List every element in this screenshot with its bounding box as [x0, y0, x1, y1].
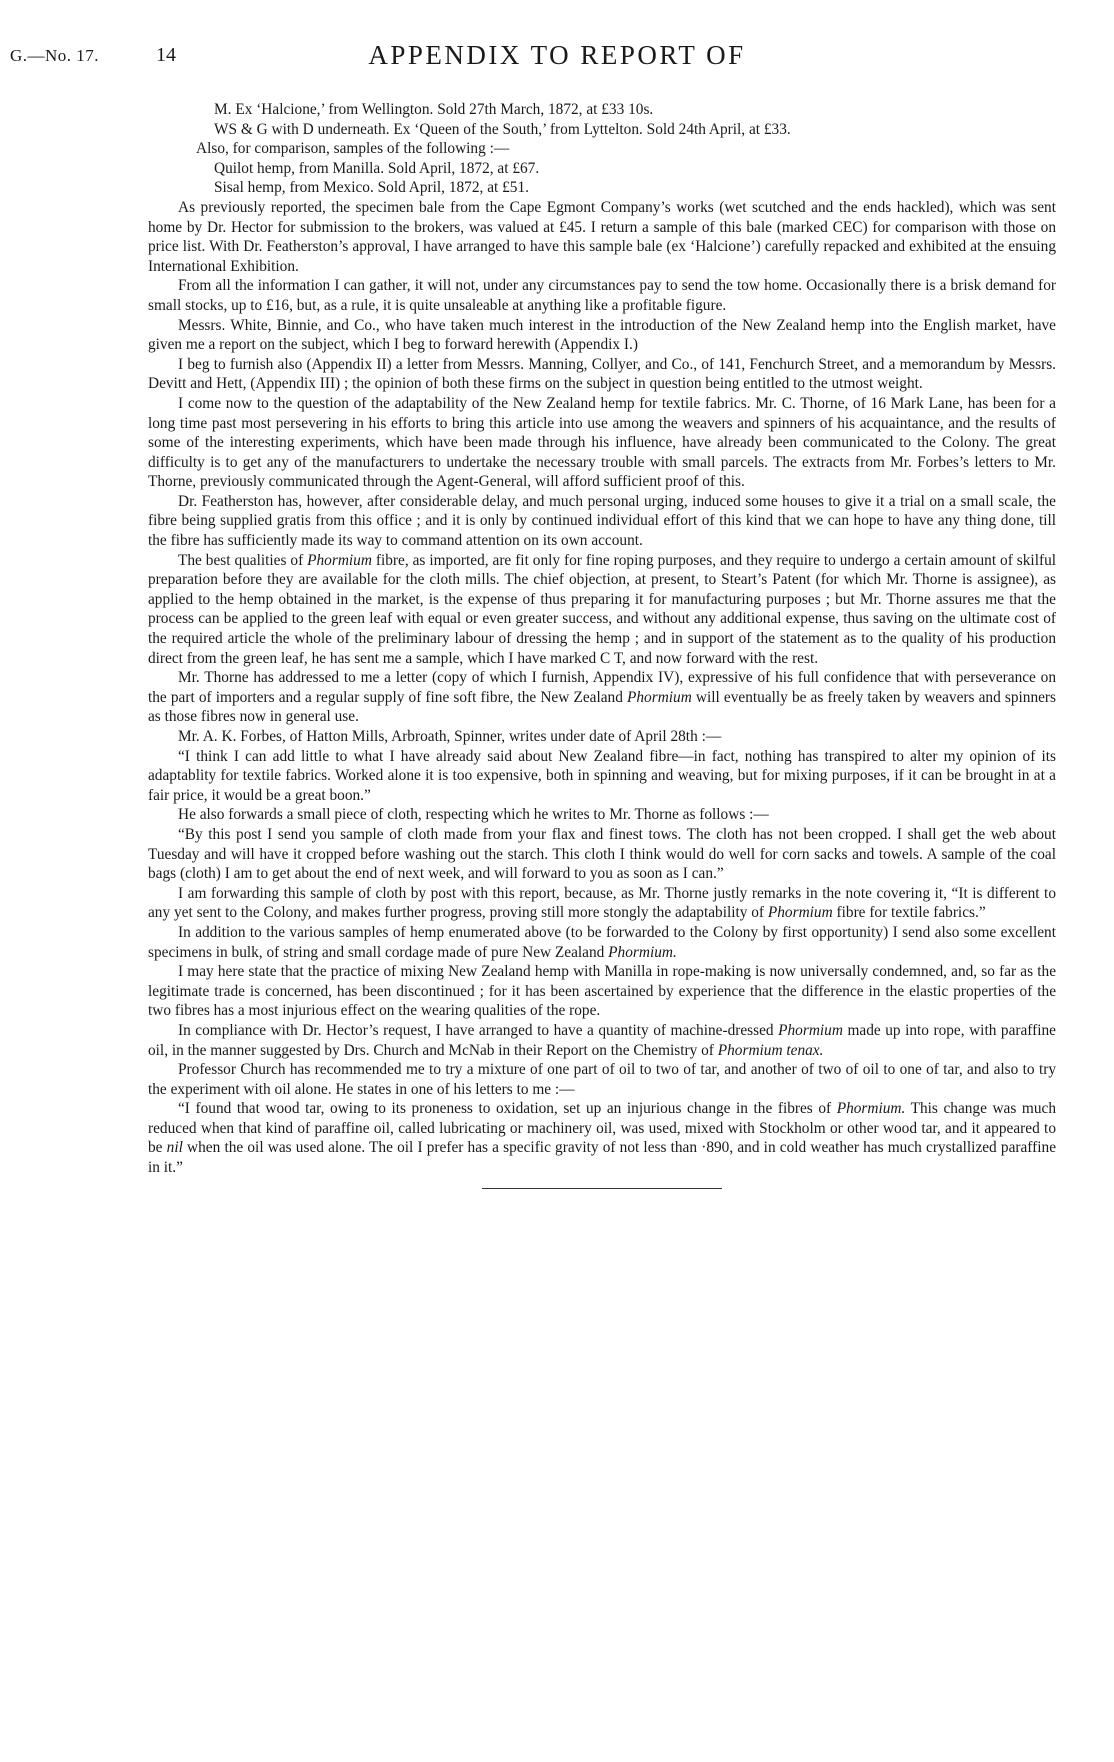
- paragraph: [148, 747, 1056, 806]
- italic-text: Phormium tenax.: [717, 1041, 824, 1059]
- paragraph: [148, 923, 1056, 962]
- running-title: APPENDIX TO REPORT OF: [368, 40, 746, 70]
- text-run: In addition to the various samples of hemp enumerated above (to be forwarded to the Colony by first opportunity) I send also some excellent specimens in bulk, of string and small cordage made of pure New Zealand: [148, 923, 1056, 961]
- document-reference: G.—No. 17.: [10, 46, 100, 65]
- text-run: Mr. Thorne has addressed to me a letter (copy of which I furnish, Appendix IV), expressive of his full confidence that with perseverance on the part of importers and a regular supply of fine soft fibre, the New Zealand: [148, 669, 1056, 706]
- text-run: M. Ex ‘Halcione,’ from Wellington. Sold 27th March, 1872, at £33 10s.: [214, 101, 654, 118]
- document-body: [148, 100, 1056, 1189]
- text-run: This change was much reduced when that kind of paraffine oil, called lubricating or machinery oil, was used, mixed with Stockholm or other wood tar, and it appeared to be: [148, 1100, 1056, 1157]
- page-header: [0, 40, 1114, 80]
- paragraph: [148, 1060, 1056, 1099]
- paragraph: [148, 198, 1056, 276]
- text-run: when the oil was used alone. The oil I prefer has a specific gravity of not less than ·890, and in cold weather has much crystallized paraffine in it.”: [148, 1139, 1056, 1177]
- paragraph: [148, 139, 1056, 159]
- text-run: From all the information I can gather, it will not, under any circumstances pay to send the tow home. Occasionally there is a brisk demand for small stocks, up to £16, but, as a rule, it is quite unsaleable at anything like a profitable figure.: [148, 277, 1056, 314]
- text-run: Sisal hemp, from Mexico. Sold April, 1872, at £51.: [214, 179, 529, 197]
- paragraph: [148, 825, 1056, 884]
- text-run: WS & G with D underneath. Ex ‘Queen of the South,’ from Lyttelton. Sold 24th April, at £33.: [214, 120, 791, 138]
- italic-text: nil: [166, 1139, 183, 1157]
- text-run: I come now to the question of the adaptability of the New Zealand hemp for textile fabrics. Mr. C. Thorne, of 16 Mark Lane, has been for a long time past most persevering in his efforts to bring this article into use among the weavers and spinners of his acquaintance, and the results of some of the interesting experiments, which have been made through his influence, have already been communicated to the Colony. The great difficulty is to get any of the manufacturers to undertake the necessary trouble with small parcels. The extracts from Mr. Forbes’s letters to Mr. Thorne, previously communicated through the Agent-General, will afford sufficient proof of this.: [148, 394, 1056, 491]
- paragraph: [148, 316, 1056, 355]
- text-run: “I found that wood tar, owing to its proneness to oxidation, set up an injurious change in the fibres of: [178, 1100, 837, 1118]
- paragraph: [148, 394, 1056, 492]
- paragraph: [148, 159, 1056, 179]
- text-run: He also forwards a small piece of cloth, respecting which he writes to Mr. Thorne as follows :—: [178, 806, 769, 824]
- paragraph: [148, 668, 1056, 727]
- text-run: fibre, as imported, are fit only for fine roping purposes, and they require to undergo a certain amount of skilful preparation before they are available for the cloth mills. The chief objection, at present, to Steart’s Patent (for which Mr. Thorne is assignee), as applied to the hemp obtained in the market, is the expense of thus preparing it for manufacturing purposes ; but Mr. Thorne assures me that the process can be applied to the green leaf with equal or even greater success, and without any additional expense, thus saving on the ultimate cost of the required article the whole of the preliminary labour of dressing the hemp ; and in support of the statement as to the quality of his production direct from the green leaf, he has sent me a sample, which I have marked C T, and now forward with the rest.: [148, 551, 1056, 667]
- paragraph: [148, 884, 1056, 923]
- text-run: “By this post I send you sample of cloth made from your flax and finest tows. The cloth has not been cropped. I shall get the web about Tuesday and will have it cropped before washing out the starch. This cloth I think would do well for corn sacks and towels. A sample of the coal bags (cloth) I am to get about the end of next week, and will forward to you as soon as I can.”: [148, 825, 1056, 883]
- text-run: I beg to furnish also (Appendix II) a letter from Messrs. Manning, Collyer, and Co., of 141, Fenchurch Street, and a memorandum by Messrs. Devitt and Hett, (Appendix III) ; the opinion of both these firms on the subject in question being entitled to the utmost weight.: [148, 355, 1056, 393]
- paragraph: [148, 1021, 1056, 1060]
- paragraph: [148, 551, 1056, 669]
- text-run: I may here state that the practice of mixing New Zealand hemp with Manilla in rope-making is now universally condemned, and, so far as the legitimate trade is concerned, has been discontinued ; for it has been ascertained by experience that the difference in the elastic properties of the two fibres has a most injurious effect on the wearing qualities of the rope.: [148, 963, 1056, 1020]
- italic-text: Phormium: [778, 1021, 843, 1039]
- paragraph: [148, 492, 1056, 551]
- text-run: fibre for textile fabrics.”: [832, 904, 986, 922]
- text-run: Messrs. White, Binnie, and Co., who have taken much interest in the introduction of the New Zealand hemp into the English market, have given me a report on the subject, which I beg to forward herewith (Appendix I.): [148, 316, 1056, 354]
- text-run: Professor Church has recommended me to try a mixture of one part of oil to two of tar, and another of two of oil to one of tar, and also to try the experiment with oil alone. He states in one of his letters to me :—: [148, 1061, 1056, 1098]
- text-run: Dr. Featherston has, however, after considerable delay, and much personal urging, induced some houses to give it a trial on a small scale, the fibre being supplied gratis from this office ; and it is only by continued individual effort of this kind that we can hope to have any thing done, till the fibre has sufficiently made its way to command attention on its own account.: [148, 492, 1056, 550]
- text-run: I am forwarding this sample of cloth by post with this report, because, as Mr. Thorne justly remarks in the note covering it, “It is different to any yet sent to the Colony, and makes further progress, proving still more stongly the adaptability of: [148, 884, 1056, 922]
- text-run: Quilot hemp, from Manilla. Sold April, 1872, at £67.: [214, 159, 540, 177]
- text-run: As previously reported, the specimen bale from the Cape Egmont Company’s works (wet scutched and the ends hackled), which was sent home by Dr. Hector for submission to the brokers, was valued at £45. I return a sample of this bale (marked CEC) for comparison with those on price list. With Dr. Featherston’s approval, I have arranged to have this sample bale (ex ‘Halcione’) carefully repacked and exhibited at the ensuing International Exhibition.: [148, 198, 1056, 275]
- section-divider: [482, 1188, 722, 1189]
- italic-text: Phormium.: [836, 1100, 906, 1118]
- text-run: Also, for comparison, samples of the following :—: [196, 140, 510, 158]
- italic-text: Phormium: [767, 904, 833, 922]
- paragraph: [148, 355, 1056, 394]
- paragraph: [148, 120, 1056, 140]
- paragraph: [148, 962, 1056, 1021]
- paragraph: [148, 100, 1056, 120]
- italic-text: Phormium: [627, 688, 692, 706]
- text-run: will eventually be as freely taken by weavers and spinners as those fibres now in general use.: [148, 688, 1057, 726]
- italic-text: Phormium.: [608, 943, 677, 961]
- paragraph: [148, 1099, 1056, 1177]
- paragraph: [148, 727, 1056, 747]
- italic-text: Phormium: [307, 551, 372, 569]
- paragraph: [148, 276, 1056, 315]
- page-number: 14: [156, 44, 176, 66]
- text-run: “I think I can add little to what I have already said about New Zealand fibre—in fact, nothing has transpired to alter my opinion of its adaptablity for textile fabrics. Worked alone it is too expensive, both in spinning and weaving, but for mixing purposes, if it can be brought in at a fair price, it would be a great boon.”: [148, 747, 1056, 804]
- paragraph: [148, 805, 1056, 825]
- text-run: In compliance with Dr. Hector’s request, I have arranged to have a quantity of machine-dressed: [178, 1021, 779, 1039]
- text-run: made up into rope, with paraffine oil, in the manner suggested by Drs. Church and McNab in their Report on the Chemistry of: [148, 1021, 1056, 1059]
- text-run: The best qualities of: [178, 551, 308, 569]
- text-run: Mr. A. K. Forbes, of Hatton Mills, Arbroath, Spinner, writes under date of April 28th :—: [178, 728, 722, 745]
- paragraph: [148, 178, 1056, 198]
